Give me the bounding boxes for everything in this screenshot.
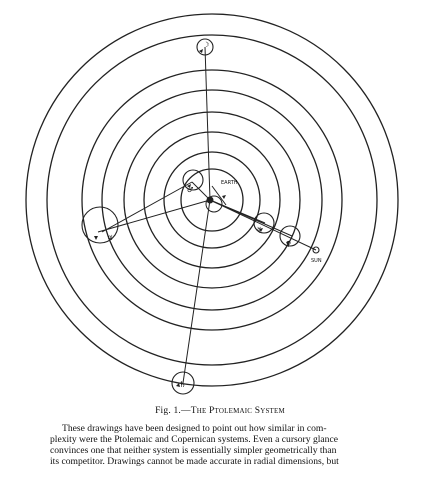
body-text <box>50 423 390 467</box>
symbol-jupiter: ♃ <box>107 234 114 242</box>
radius-lines <box>98 47 316 383</box>
body-line-3: convinces one that neither system is essentially simpler geometrically than <box>50 445 337 456</box>
body-line-1: These drawings have been designed to point out how similar in com- <box>62 423 327 434</box>
body-line-2: plexity were the Ptolemaic and Copernican systems. Even a cursory glance <box>50 434 338 445</box>
figure-caption <box>0 406 440 416</box>
symbol-mars: ♂ <box>187 186 194 194</box>
line-to-venus-center <box>192 182 210 200</box>
symbol-moon: ☽ <box>203 41 210 49</box>
epicycles <box>82 39 319 394</box>
label-earth: EARTH <box>221 180 238 186</box>
arrow-jupiter <box>94 236 98 240</box>
symbol-venus: ♀ <box>286 240 292 248</box>
caption-title: The Ptolemaic System <box>190 406 285 416</box>
line-jupiter-epicycle <box>102 182 192 232</box>
direction-arrows <box>94 49 290 387</box>
symbol-mercury: ☿ <box>257 226 262 234</box>
body-line-4: its competitor. Drawings cannot be made accurate in radial dimensions, but <box>50 456 339 467</box>
arrow-earth <box>222 195 226 199</box>
caption-prefix: Fig. 1.— <box>155 406 191 416</box>
symbol-saturn: ♄ <box>179 380 187 389</box>
label-sun: SUN <box>311 258 322 264</box>
line-to-jupiter <box>98 200 210 232</box>
